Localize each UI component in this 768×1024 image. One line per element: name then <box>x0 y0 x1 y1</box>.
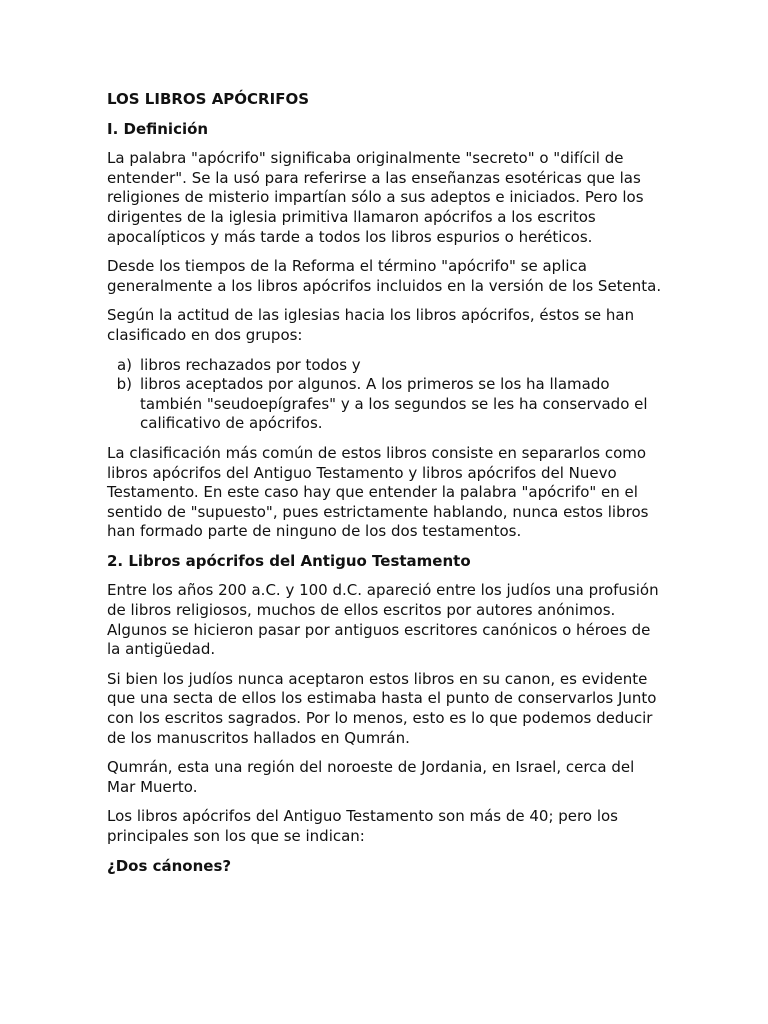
document-title: LOS LIBROS APÓCRIFOS <box>107 90 309 108</box>
list-item-text: libros rechazados por todos y <box>140 355 361 374</box>
document-body <box>107 90 663 886</box>
list-marker: b) <box>116 375 132 394</box>
paragraph: Según la actitud de las iglesias hacia los libros apócrifos, éstos se han clasificado en dos grupos: <box>107 306 635 344</box>
paragraph: Si bien los judíos nunca aceptaron estos libros en su canon, es evidente que una secta de ellos los estimaba hasta el punto de conservarlos Junto con los escritos sagrados. Por lo menos, esto es lo que podemos deducir de los manuscritos hallados en Qumrán. <box>107 669 657 747</box>
paragraph: Desde los tiempos de la Reforma el término "apócrifo" se aplica generalmente a los libros apócrifos incluidos en la versión de los Setenta. <box>107 257 662 295</box>
list-item-text: libros aceptados por algunos. A los primeros se los ha llamado también "seudoepígrafes" y a los segundos se les ha conservado el calificativo de apócrifos. <box>140 375 648 433</box>
section-heading-definition: I. Definición <box>107 119 209 138</box>
list-item <box>107 375 663 434</box>
section-heading-old-testament: 2. Libros apócrifos del Antiguo Testamento <box>107 551 471 570</box>
list-item <box>107 356 663 376</box>
paragraph: Los libros apócrifos del Antiguo Testamento son más de 40; pero los principales son los que se indican: <box>107 807 618 845</box>
paragraph: Entre los años 200 a.C. y 100 d.C. apareció entre los judíos una profusión de libros religiosos, muchos de ellos escritos por autores anónimos. Algunos se hicieron pasar por antiguos escritores canónicos o héroes de la antigüedad. <box>107 581 659 659</box>
paragraph: La palabra "apócrifo" significaba originalmente "secreto" o "difícil de entender". Se la usó para referirse a las enseñanzas esotéricas que las religiones de misterio impartían sólo a sus adeptos e iniciados. Pero los dirigentes de la iglesia primitiva llamaron apócrifos a los escritos apocalípticos y más tarde a todos los libros espurios o heréticos. <box>107 149 644 246</box>
paragraph: La clasificación más común de estos libros consiste en separarlos como libros apócrifos del Antiguo Testamento y libros apócrifos del Nuevo Testamento. En este caso hay que entender la palabra "apócrifo" en el sentido de "supuesto", pues estrictamente hablando, nunca estos libros han formado parte de ninguno de los dos testamentos. <box>107 443 649 541</box>
section-heading-two-canons: ¿Dos cánones? <box>107 856 232 875</box>
paragraph: Qumrán, esta una región del noroeste de Jordania, en Israel, cerca del Mar Muerto. <box>107 758 635 796</box>
classification-list <box>107 356 663 434</box>
list-marker: a) <box>116 355 132 374</box>
